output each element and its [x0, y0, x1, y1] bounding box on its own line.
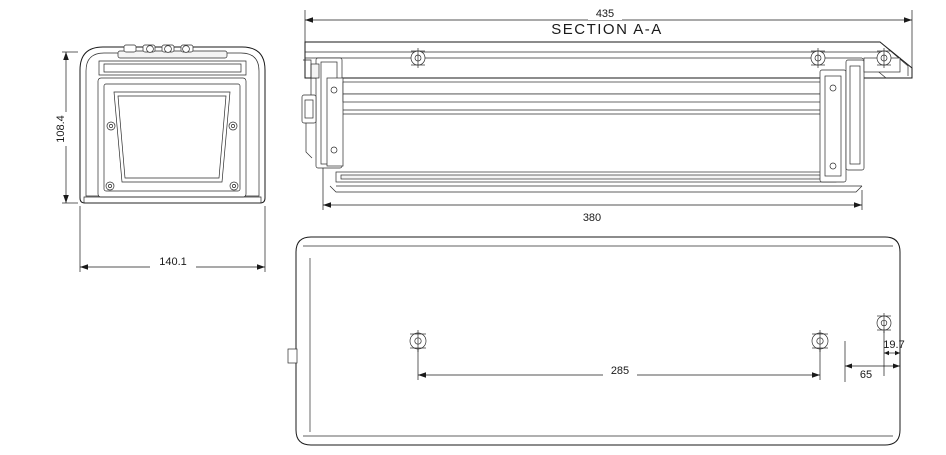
dimension-285-label: 285 — [610, 365, 630, 377]
screw-head-icon — [877, 313, 891, 333]
dimension-108-4-label: 108.4 — [55, 115, 67, 143]
dimension-19-7 — [883, 331, 904, 376]
screw-head-icon — [410, 330, 426, 352]
screw-head-icon — [811, 48, 825, 68]
dimension-19-7-label: 19.7 — [883, 339, 905, 351]
section-a-a-view — [302, 42, 912, 192]
dimension-140-1-label: 140.1 — [159, 256, 187, 268]
screw-head-icon — [877, 48, 891, 68]
screw-head-icon — [812, 330, 828, 352]
side-elevation-view — [288, 237, 900, 445]
dimension-140-1 — [80, 206, 265, 272]
front-end-view — [80, 45, 265, 203]
dimension-65-label: 65 — [859, 369, 873, 381]
dimension-285 — [418, 349, 820, 380]
dimension-108-4 — [55, 52, 78, 203]
screw-head-icon — [411, 48, 425, 68]
dimension-380-label: 380 — [582, 212, 602, 224]
dimension-435-label: 435 — [595, 8, 615, 20]
section-title: SECTION A-A — [551, 21, 663, 38]
